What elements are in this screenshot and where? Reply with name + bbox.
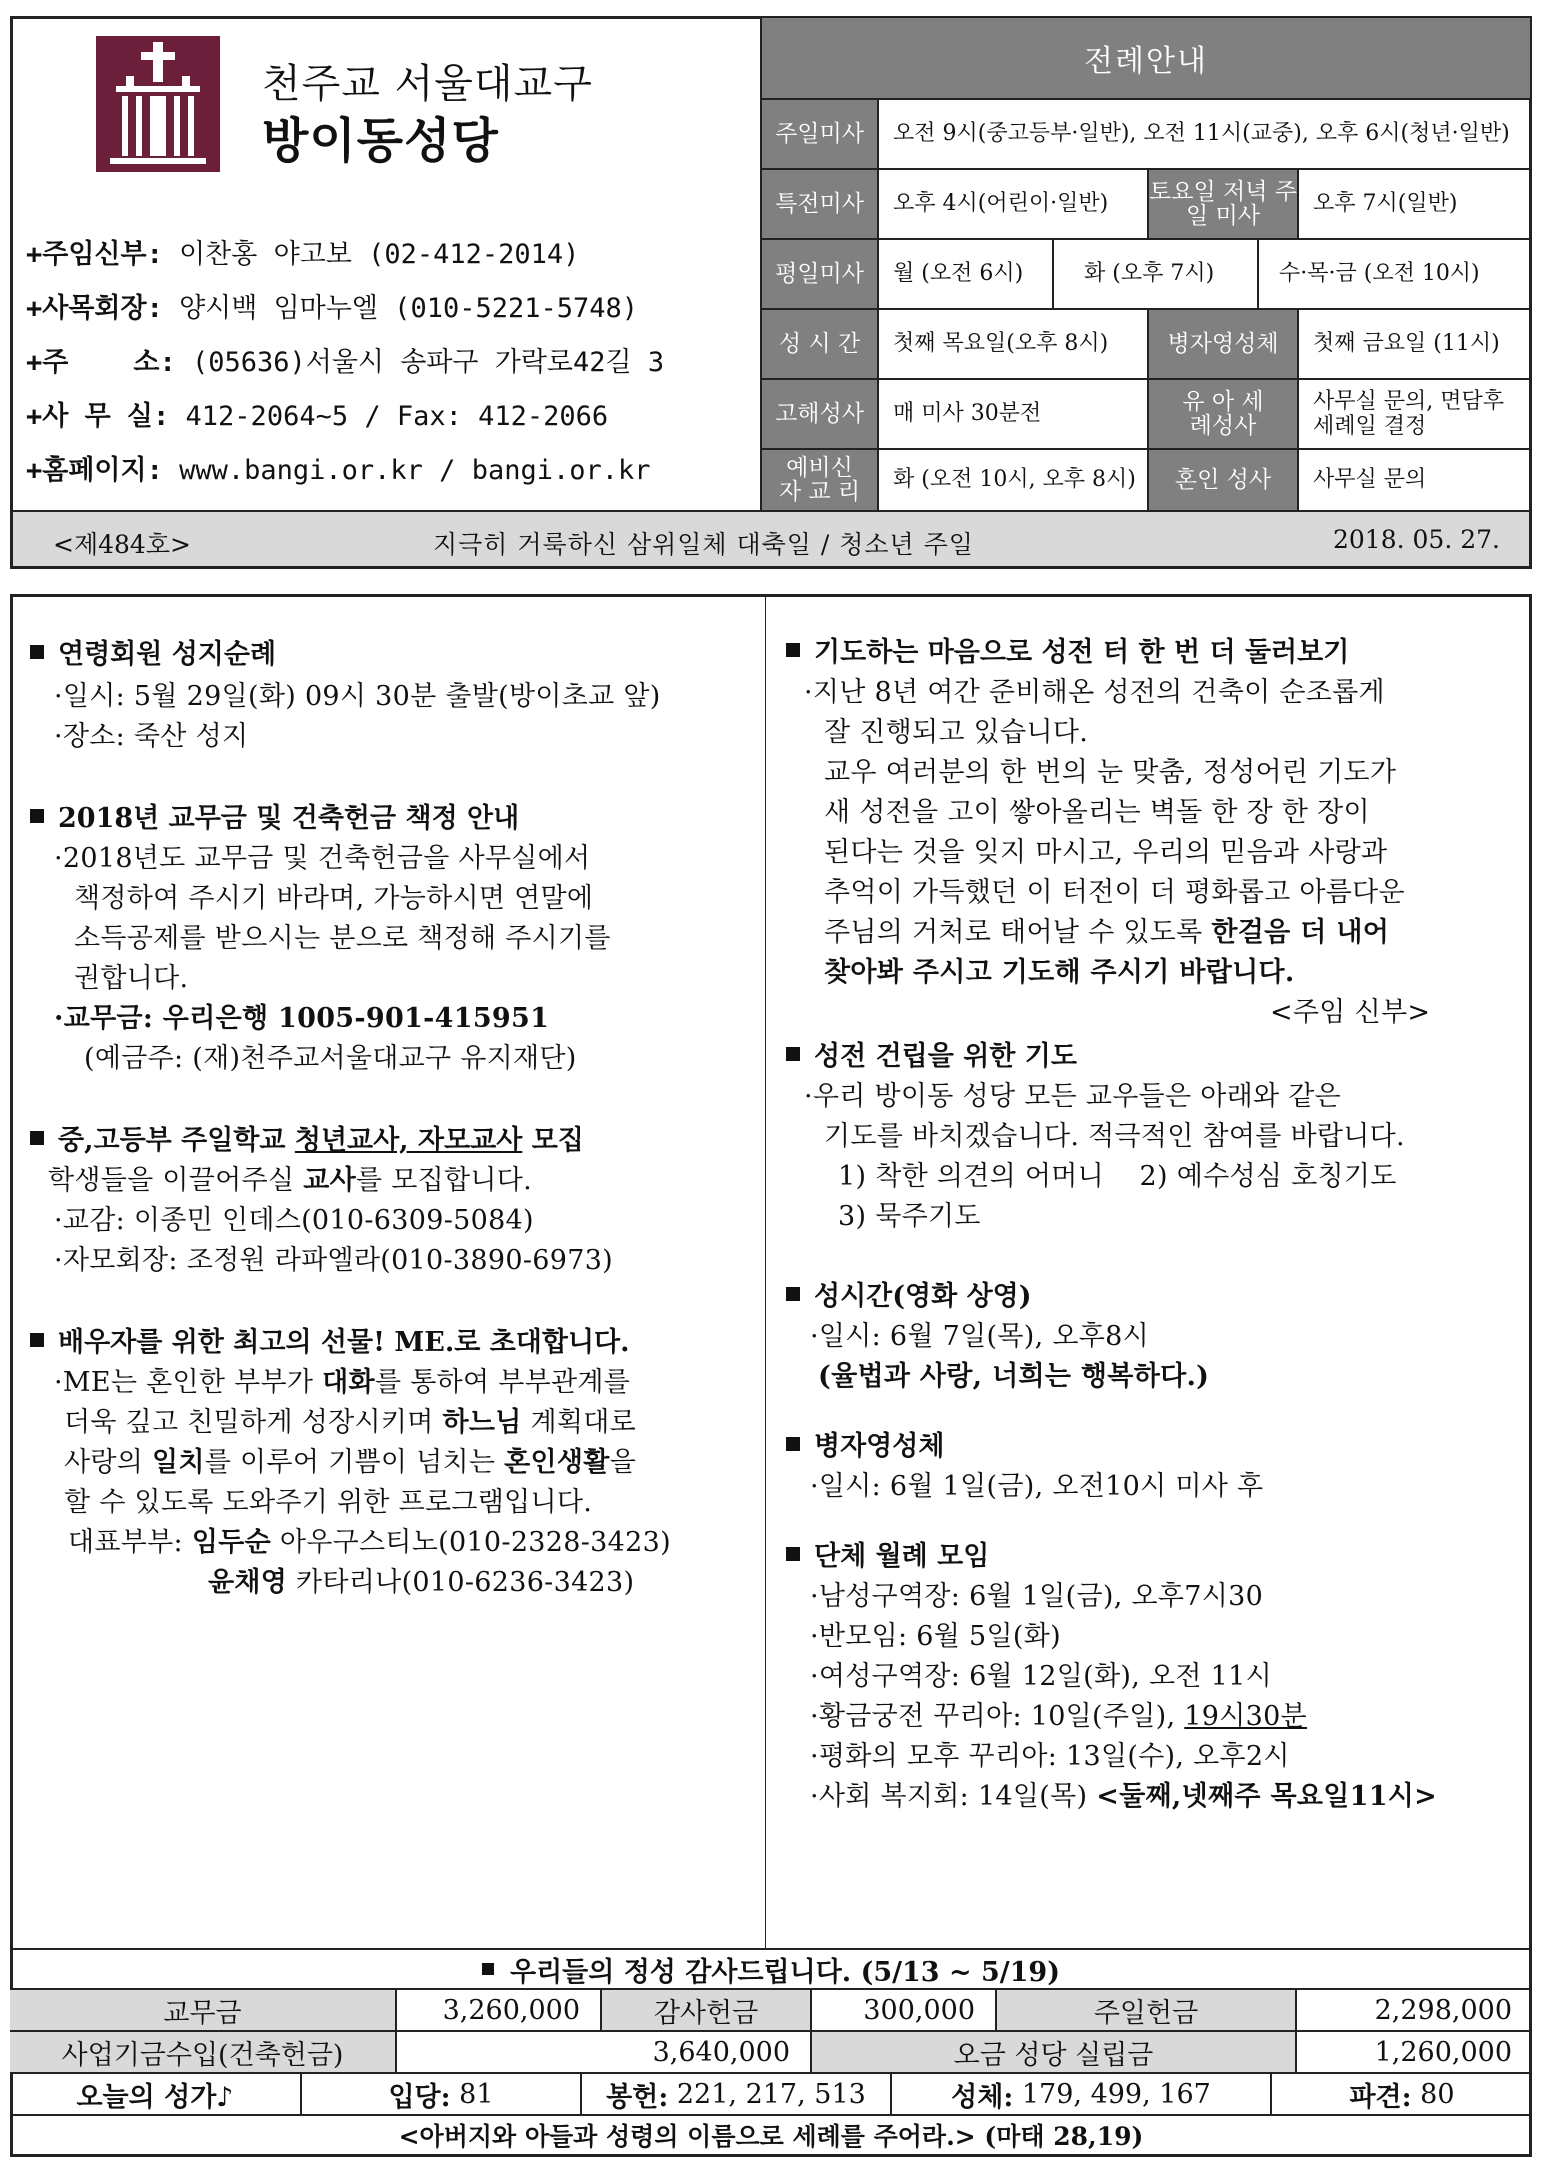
issue-date: 2018. 05. 27. xyxy=(1333,525,1500,554)
liturgy-value: 오후 7시(일반) xyxy=(1297,170,1532,238)
liturgy-value: 수·목·금 (오전 10시) xyxy=(1257,240,1532,308)
hymn-recessional: 파견: 80 xyxy=(1270,2074,1532,2114)
text-line: ·평화의 모후 꾸리아: 13일(수), 오후2시 xyxy=(810,1741,1290,1772)
issue-title: 지극히 거룩하신 삼위일체 대축일 / 청소년 주일 xyxy=(433,530,974,559)
text-line: ·우리 방이동 성당 모든 교우들은 아래와 같은 xyxy=(804,1081,1342,1112)
liturgy-value: 사무실 문의 xyxy=(1297,450,1532,510)
text-line: (예금주: (재)천주교서울대교구 유지재단) xyxy=(84,1043,577,1074)
section-title-sick-communion: 병자영성체 xyxy=(786,1424,944,1463)
section-title-pilgrimage: 연령회원 성지순례 xyxy=(30,632,276,671)
hymn-entrance: 입당: 81 xyxy=(300,2074,580,2114)
offering-title: 우리들의 정성 감사드립니다. (5/13 ~ 5/19) xyxy=(10,1950,1532,1988)
offering-row-1 xyxy=(10,1988,1532,2030)
bullet-square-icon xyxy=(30,809,44,823)
offering-value: 3,640,000 xyxy=(395,2032,810,2072)
bullet-square-icon xyxy=(30,1131,44,1145)
text-line: 할 수 있도록 도와주기 위한 프로그램입니다. xyxy=(64,1487,593,1518)
offering-label: 사업기금수입(건축헌금) xyxy=(10,2032,395,2072)
hymn-row xyxy=(10,2072,1532,2114)
bank-account: ·교무금: 우리은행 1005-901-415951 xyxy=(54,1003,550,1034)
text-line: 주님의 거처로 태어날 수 있도록 한걸음 더 내어 xyxy=(824,917,1390,948)
section-title-me: 배우자를 위한 최고의 선물! ME.로 초대합니다. xyxy=(30,1320,630,1359)
liturgy-value: 첫째 금요일 (11시) xyxy=(1297,310,1532,378)
signature-pastor: <주임 신부> xyxy=(1270,997,1431,1028)
text-line: 된다는 것을 잊지 마시고, 우리의 믿음과 사랑과 xyxy=(824,837,1388,868)
text-line: 잘 진행되고 있습니다. xyxy=(824,717,1089,748)
issue-bar xyxy=(10,510,1532,569)
bullet-square-icon xyxy=(482,1963,494,1975)
bullet-square-icon xyxy=(786,1547,800,1561)
text-line: ·2018년도 교무금 및 건축헌금을 사무실에서 xyxy=(54,843,591,874)
section-title-site-visit: 기도하는 마음으로 성전 터 한 번 더 둘러보기 xyxy=(786,630,1349,669)
hymn-offertory: 봉헌: 221, 217, 513 xyxy=(580,2074,890,2114)
liturgy-value: 사무실 문의, 면담후 세례일 결정 xyxy=(1297,380,1532,448)
column-divider xyxy=(765,597,766,1948)
text-line: (율법과 사랑, 너희는 행복하다.) xyxy=(818,1361,1210,1392)
info-pastor: +주임신부: 이찬홍 야고보 (02-412-2014) xyxy=(26,239,580,270)
info-office-phone: +사 무 실: 412-2064~5 / Fax: 412-2066 xyxy=(26,401,609,432)
section-title-prayer: 성전 건립을 위한 기도 xyxy=(786,1034,1077,1073)
text-line: ·교감: 이종민 인데스(010-6309-5084) xyxy=(54,1205,534,1236)
text-line: 학생들을 이끌어주실 교사를 모집합니다. xyxy=(48,1165,533,1196)
offering-label: 오금 성당 실립금 xyxy=(810,2032,1295,2072)
bullet-square-icon xyxy=(786,1437,800,1451)
liturgy-label: 고해성사 xyxy=(762,380,877,448)
text-line: ·일시: 6월 7일(목), 오후8시 xyxy=(810,1321,1149,1352)
bible-verse: <아버지와 아들과 성령의 이름으로 세례를 주어라.> (마태 28,19) xyxy=(398,2122,1144,2151)
info-address: +주 소: (05636)서울시 송파구 가락로42길 3 xyxy=(26,347,665,378)
offering-title-row xyxy=(10,1948,1532,1988)
offering-value: 300,000 xyxy=(810,1990,995,2030)
liturgy-value: 화 (오후 7시) xyxy=(1052,240,1257,308)
hymn-communion: 성체: 179, 499, 167 xyxy=(890,2074,1270,2114)
church-logo xyxy=(96,36,220,172)
info-council-president: +사목회장: 양시백 임마누엘 (010-5221-5748) xyxy=(26,293,639,324)
liturgy-label: 혼인 성사 xyxy=(1147,450,1297,510)
liturgy-label: 병자영성체 xyxy=(1147,310,1297,378)
liturgy-label: 예비신자 교 리 xyxy=(762,450,877,510)
church-emblem-icon xyxy=(96,36,220,172)
verse-row xyxy=(10,2114,1532,2154)
bullet-square-icon xyxy=(786,643,800,657)
liturgy-label: 주일미사 xyxy=(762,100,877,168)
section-title-dues: 2018년 교무금 및 건축헌금 책정 안내 xyxy=(30,796,519,835)
bullet-square-icon xyxy=(30,1333,44,1347)
bullet-square-icon xyxy=(30,645,44,659)
issue-number: <제484호> xyxy=(53,530,191,559)
liturgy-label: 성 시 간 xyxy=(762,310,877,378)
liturgy-value: 오전 9시(중고등부·일반), 오전 11시(교중), 오후 6시(청년·일반) xyxy=(877,100,1532,168)
text-line: 소득공제를 받으시는 분으로 책정해 주시기를 xyxy=(74,923,611,954)
hymn-label: 오늘의 성가♪ xyxy=(76,2081,234,2113)
text-line: ·지난 8년 여간 준비해온 성전의 건축이 순조롭게 xyxy=(804,677,1385,708)
text-line: 1) 착한 의견의 어머니 2) 예수성심 호칭기도 xyxy=(838,1161,1397,1192)
text-line: 찾아봐 주시고 기도해 주시기 바랍니다. xyxy=(824,957,1295,988)
offering-label: 교무금 xyxy=(10,1990,395,2030)
liturgy-label: 유 아 세례성사 xyxy=(1147,380,1297,448)
liturgy-label: 토요일 저녁 주일 미사 xyxy=(1147,170,1297,238)
text-line: 권합니다. xyxy=(74,963,189,994)
text-line: ·남성구역장: 6월 1일(금), 오후7시30 xyxy=(810,1581,1264,1612)
liturgy-value: 화 (오전 10시, 오후 8시) xyxy=(877,450,1147,510)
offering-table xyxy=(10,1948,1532,2157)
liturgy-label: 평일미사 xyxy=(762,240,877,308)
offering-value: 3,260,000 xyxy=(395,1990,600,2030)
text-line: 교우 여러분의 한 번의 눈 맞춤, 정성어린 기도가 xyxy=(824,757,1397,788)
section-title-holy-hour: 성시간(영화 상영) xyxy=(786,1274,1032,1313)
text-line: 새 성전을 고이 쌓아올리는 벽돌 한 장 한 장이 xyxy=(824,797,1370,828)
liturgy-value: 오후 4시(어린이·일반) xyxy=(877,170,1147,238)
text-line: ·자모회장: 조정원 라파엘라(010-3890-6973) xyxy=(54,1245,614,1276)
text-line: ·ME는 혼인한 부부가 대화를 통하여 부부관계를 xyxy=(54,1367,631,1398)
bullet-square-icon xyxy=(786,1287,800,1301)
text-line: 더욱 깊고 친밀하게 성장시키며 하느님 계획대로 xyxy=(64,1407,637,1438)
text-line: 기도를 바치겠습니다. 적극적인 참여를 바랍니다. xyxy=(824,1121,1405,1152)
text-line: ·장소: 죽산 성지 xyxy=(54,721,249,752)
offering-value: 1,260,000 xyxy=(1295,2032,1532,2072)
section-title-group-meetings: 단체 월례 모임 xyxy=(786,1534,989,1573)
bullet-square-icon xyxy=(786,1047,800,1061)
text-line: 사랑의 일치를 이루어 기쁨이 넘치는 혼인생활을 xyxy=(64,1447,637,1478)
text-line: ·황금궁전 꾸리아: 10일(주일), 19시30분 xyxy=(810,1701,1307,1732)
text-line: 3) 묵주기도 xyxy=(838,1201,981,1232)
text-line: 추억이 가득했던 이 터전이 더 평화롭고 아름다운 xyxy=(824,877,1405,908)
liturgy-table xyxy=(760,16,1532,510)
text-line: ·반모임: 6월 5일(화) xyxy=(810,1621,1061,1652)
text-line: ·여성구역장: 6월 12일(화), 오전 11시 xyxy=(810,1661,1272,1692)
offering-label: 감사헌금 xyxy=(600,1990,810,2030)
church-name: 방이동성당 xyxy=(262,113,499,169)
liturgy-row-weekday xyxy=(760,240,1532,310)
text-line: ·사회 복지회: 14일(목) <둘째,넷째주 목요일11시> xyxy=(810,1781,1438,1812)
text-line: 대표부부: 임두순 아우구스티노(010-2328-3423) xyxy=(68,1527,671,1558)
offering-row-2 xyxy=(10,2030,1532,2072)
info-homepage[interactable]: +홈페이지: www.bangi.or.kr / bangi.or.kr xyxy=(26,455,651,486)
liturgy-label: 특전미사 xyxy=(762,170,877,238)
liturgy-row-confession xyxy=(760,380,1532,450)
text-line: ·일시: 5월 29일(화) 09시 30분 출발(방이초교 앞) xyxy=(54,681,661,712)
liturgy-row-holy-hour xyxy=(760,310,1532,380)
liturgy-row-catechumen xyxy=(760,450,1532,512)
liturgy-title: 전례안내 xyxy=(760,16,1532,100)
liturgy-row-anticipated xyxy=(760,170,1532,240)
church-diocese: 천주교 서울대교구 xyxy=(262,61,593,107)
section-title-teachers: 중,고등부 주일학교 청년교사, 자모교사 모집 xyxy=(30,1118,584,1157)
offering-value: 2,298,000 xyxy=(1295,1990,1532,2030)
text-line: 책정하여 주시기 바라며, 가능하시면 연말에 xyxy=(74,883,594,914)
offering-label: 주일헌금 xyxy=(995,1990,1295,2030)
liturgy-row-sunday xyxy=(760,100,1532,170)
liturgy-value: 첫째 목요일(오후 8시) xyxy=(877,310,1147,378)
liturgy-value: 월 (오전 6시) xyxy=(877,240,1052,308)
liturgy-value: 매 미사 30분전 xyxy=(877,380,1147,448)
text-line: 윤채영 카타리나(010-6236-3423) xyxy=(208,1567,635,1598)
text-line: ·일시: 6월 1일(금), 오전10시 미사 후 xyxy=(810,1471,1264,1502)
